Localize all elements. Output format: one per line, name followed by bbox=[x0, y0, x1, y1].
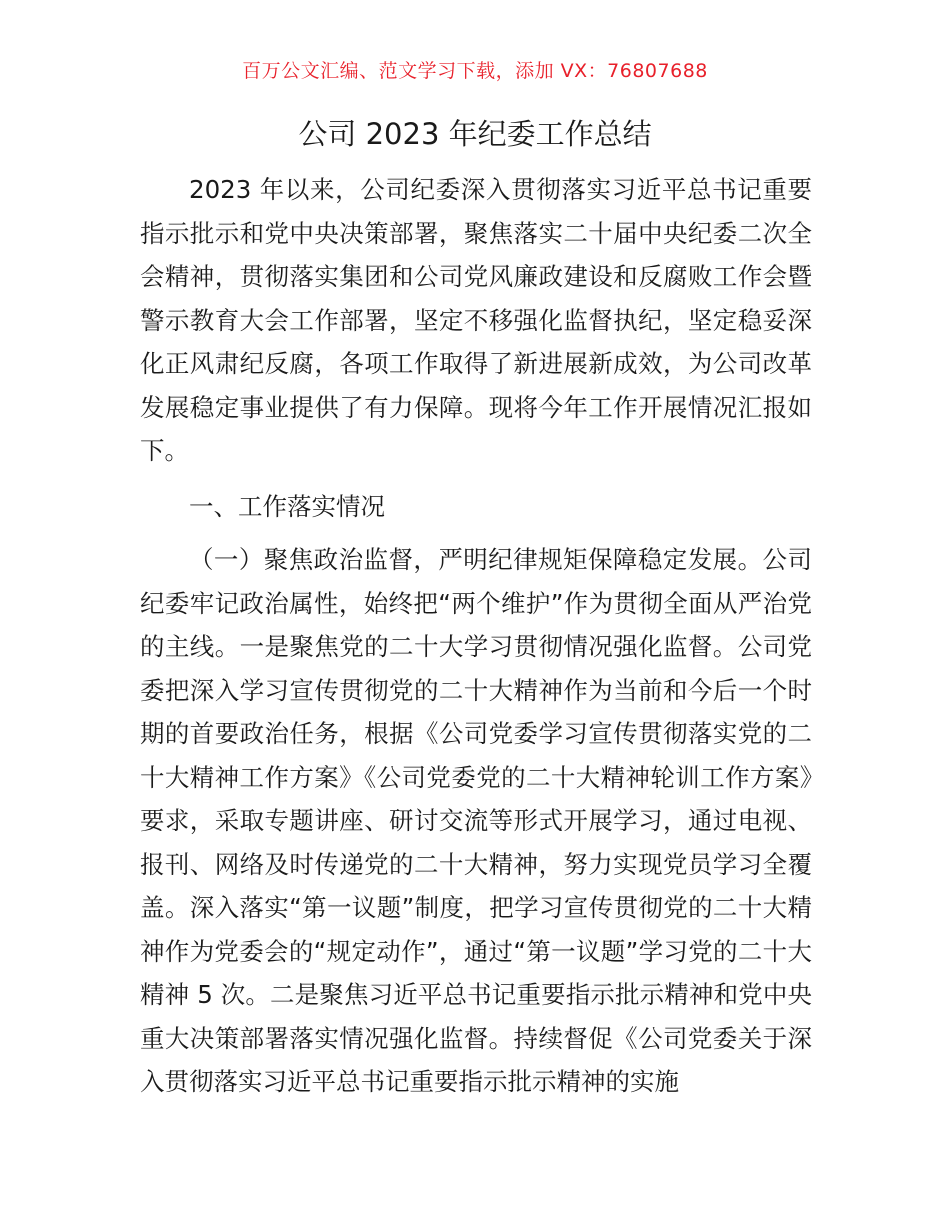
document-body bbox=[140, 168, 812, 1104]
document-title: 公司 2023 年纪委工作总结 bbox=[298, 117, 652, 151]
intro-paragraph: 2023 年以来，公司纪委深入贯彻落实习近平总书记重要指示批示和党中央决策部署，聚焦落实二十届中央纪委二次全会精神，贯彻落实集团和公司党风廉政建设和反腐败工作会暨警示教育大会工作部署，坚定不移强化监督执纪，坚定稳妥深化正风肃纪反腐，各项工作取得了新进展新成效，为公司改革发展稳定事业提供了有力保障。现将今年工作开展情况汇报如下。 bbox=[140, 175, 812, 465]
section-paragraph: （一）聚焦政治监督，严明纪律规矩保障稳定发展。公司纪委牢记政治属性，始终把“两个维护”作为贯彻全面从严治党的主线。一是聚焦党的二十大学习贯彻情况强化监督。公司党委把深入学习宣传贯彻党的二十大精神作为当前和今后一个时期的首要政治任务，根据《公司党委学习宣传贯彻落实党的二十大精神工作方案》《公司党委党的二十大精神轮训工作方案》要求，采取专题讲座、研讨交流等形式开展学习，通过电视、报刊、网络及时传递党的二十大精神，努力实现党员学习全覆盖。深入落实“第一议题”制度，把学习宣传贯彻党的二十大精神作为党委会的“规定动作”，通过“第一议题”学习党的二十大精神 5 次。二是聚焦习近平总书记重要指示批示精神和党中央重大决策部署落实情况强化监督。持续督促《公司党委关于深入贯彻落实习近平总书记重要指示批示精神的实施 bbox=[140, 545, 812, 1096]
section-heading: 一、工作落实情况 bbox=[189, 491, 385, 521]
header-banner: 百万公文汇编、范文学习下载，添加 VX：76807688 bbox=[242, 60, 708, 82]
